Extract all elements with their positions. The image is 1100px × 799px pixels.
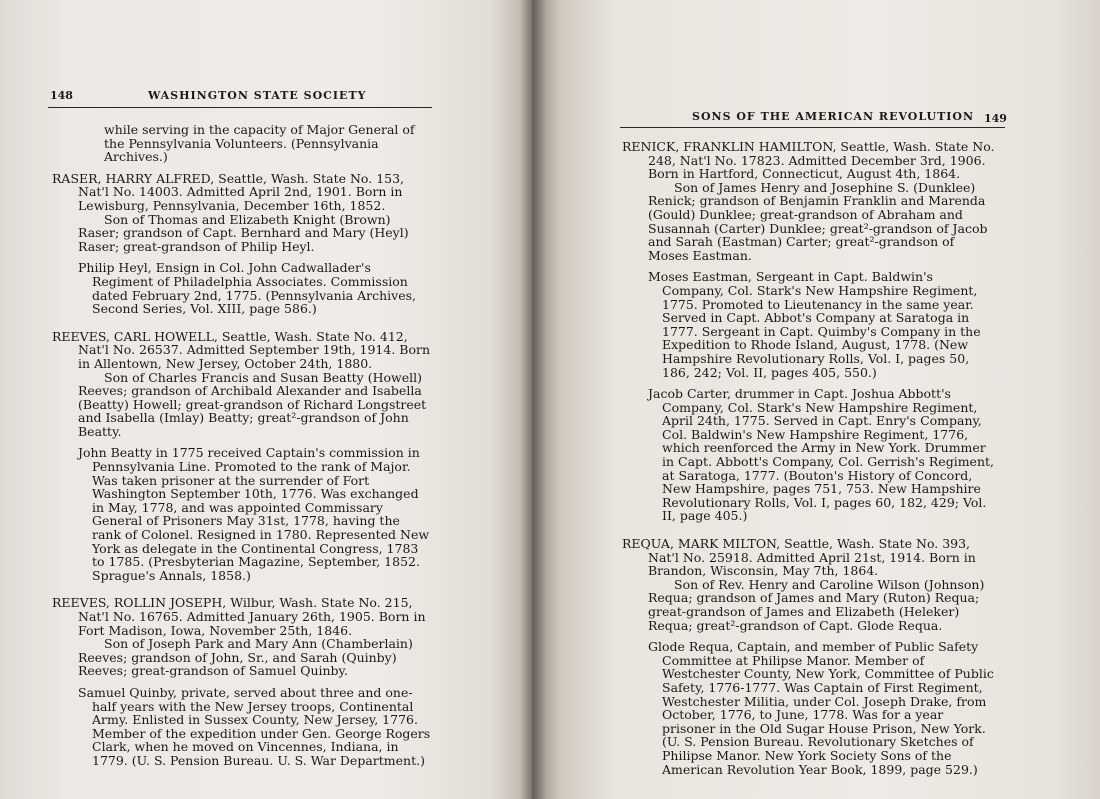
ancestor-note-glode-requa: Glode Requa, Captain, and member of Public Safety Committee at Philipse Manor. Member of Westchester County, New York, Committee of Public Safety, 1776-1777. Was Captain of First Regiment, Westchester Militia, under Col. Joseph Drake, from October, 1776, to June, 1778. Was for a year prisoner in the Old Sugar House Prison, New York. (U. S. Pension Bureau. Revolutionary Sketches of Philipse Manor. New York Society Sons of the American Revolution Year Book, 1899, page 529.) — [648, 639, 994, 777]
left-text-column — [52, 123, 432, 768]
page-number-left: 148 — [50, 89, 73, 102]
genealogy-reeves-rollin: Son of Joseph Park and Mary Ann (Chamberlain) Reeves; grandson of John, Sr., and Sarah (Quinby) Reeves; great-grandson of Samuel Quinby. — [78, 636, 413, 679]
ancestor-note-philip-heyl: Philip Heyl, Ensign in Col. John Cadwallader's Regiment of Philadelphia Associates. Commission dated February 2nd, 1775. (Pennsylvania Archives, Second Series, Vol. XIII, page 586.) — [78, 260, 417, 317]
genealogy-renick: Son of James Henry and Josephine S. (Dunklee) Renick; grandson of Benjamin Franklin and Marenda (Gould) Dunklee; great-grandson of Abraham and Susannah (Carter) Dunklee; great²-grandson of Jacob and Sarah (Eastman) Carter; great²-grandson of Moses Eastman. — [648, 179, 988, 263]
header-rule-right — [620, 127, 1005, 128]
running-head-right: SONS OF THE AMERICAN REVOLUTION — [692, 110, 975, 123]
right-text-column — [622, 140, 998, 776]
genealogy-raser: Son of Thomas and Elizabeth Knight (Brown) Raser; grandson of Capt. Bernhard and Mary (Heyl) Raser; great-grandson of Philip Heyl. — [78, 211, 409, 254]
right-page — [532, 0, 1100, 799]
book-gutter — [520, 0, 546, 799]
entry-heading-requa: REQUA, MARK MILTON, Seattle, Wash. State No. 393, Nat'l No. 25918. Admitted April 21st, 1914. Born in Brandon, Wisconsin, May 7th, 1864. — [622, 536, 976, 579]
page-number-right: 149 — [984, 112, 1007, 125]
header-rule-left — [48, 107, 432, 108]
ancestor-note-jacob-carter: Jacob Carter, drummer in Capt. Joshua Abbott's Company, Col. Stark's New Hampshire Regiment, April 24th, 1775. Served in Capt. Enry's Company, Col. Baldwin's New Hampshire Regiment, 1776, which reenforced the Army in New York. Drummer in Capt. Abbott's Company, Col. Gerrish's Regiment, at Saratoga, 1777. (Bouton's History of Concord, New Hampshire, pages 751, 753. New Hampshire Revolutionary Rolls, Vol. I, pages 60, 182, 429; Vol. II, page 405.) — [648, 386, 994, 524]
entry-heading-reeves-carl: REEVES, CARL HOWELL, Seattle, Wash. State No. 412, Nat'l No. 26537. Admitted September 19th, 1914. Born in Allentown, New Jersey, October 24th, 1880. — [52, 328, 431, 371]
running-head-left: WASHINGTON STATE SOCIETY — [148, 89, 367, 102]
ancestor-note-samuel-quinby: Samuel Quinby, private, served about three and one-half years with the New Jersey troops, Continental Army. Enlisted in Sussex County, New Jersey, 1776. Member of the expedition under Gen. George Rogers Clark, when he moved on Vincennes, Indiana, in 1779. (U. S. Pension Bureau. U. S. War Department.) — [78, 684, 431, 768]
paragraph: while serving in the capacity of Major General of the Pennsylvania Volunteers. (Pennsylvania Archives.) — [104, 122, 415, 165]
ancestor-note-john-beatty: John Beatty in 1775 received Captain's commission in Pennsylvania Line. Promoted to the rank of Major. Was taken prisoner at the surrender of Fort Washington September 10th, 1776. Was exchanged in May, 1778, and was appointed Commissary General of Prisoners May 31st, 1778, having the rank of Colonel. Resigned in 1780. Represented New York as delegate in the Continental Congress, 1783 to 1785. (Presbyterian Magazine, September, 1852. Sprague's Annals, 1858.) — [78, 445, 430, 583]
entry-heading-reeves-rollin: REEVES, ROLLIN JOSEPH, Wilbur, Wash. State No. 215, Nat'l No. 16765. Admitted January 26th, 1905. Born in Fort Madison, Iowa, November 25th, 1846. — [52, 595, 426, 638]
entry-heading-renick: RENICK, FRANKLIN HAMILTON, Seattle, Wash. State No. 248, Nat'l No. 17823. Admitted December 3rd, 1906. Born in Hartford, Connecticut, August 4th, 1864. — [622, 139, 995, 182]
genealogy-reeves-carl: Son of Charles Francis and Susan Beatty (Howell) Reeves; grandson of Archibald Alexander and Isabella (Beatty) Howell; great-grandson of Richard Longstreet and Isabella (Imlay) Beatty; great²-grandson of John Beatty. — [78, 369, 427, 439]
genealogy-requa: Son of Rev. Henry and Caroline Wilson (Johnson) Requa; grandson of James and Mary (Ruton) Requa; great-grandson of James and Elizabeth (Heleker) Requa; great²-grandson of Capt. Glode Requa. — [648, 576, 985, 633]
left-page — [0, 0, 532, 799]
entry-heading-raser: RASER, HARRY ALFRED, Seattle, Wash. State No. 153, Nat'l No. 14003. Admitted April 2nd, 1901. Born in Lewisburg, Pennsylvania, December 16th, 1852. — [52, 170, 405, 213]
ancestor-note-moses-eastman: Moses Eastman, Sergeant in Capt. Baldwin's Company, Col. Stark's New Hampshire Regiment, 1775. Promoted to Lieutenancy in the same year. Served in Capt. Abbot's Company at Saratoga in 1777. Sergeant in Capt. Quimby's Company in the Expedition to Rhode Island, August, 1778. (New Hampshire Revolutionary Rolls, Vol. I, pages 50, 186, 242; Vol. II, pages 405, 550.) — [648, 269, 981, 380]
